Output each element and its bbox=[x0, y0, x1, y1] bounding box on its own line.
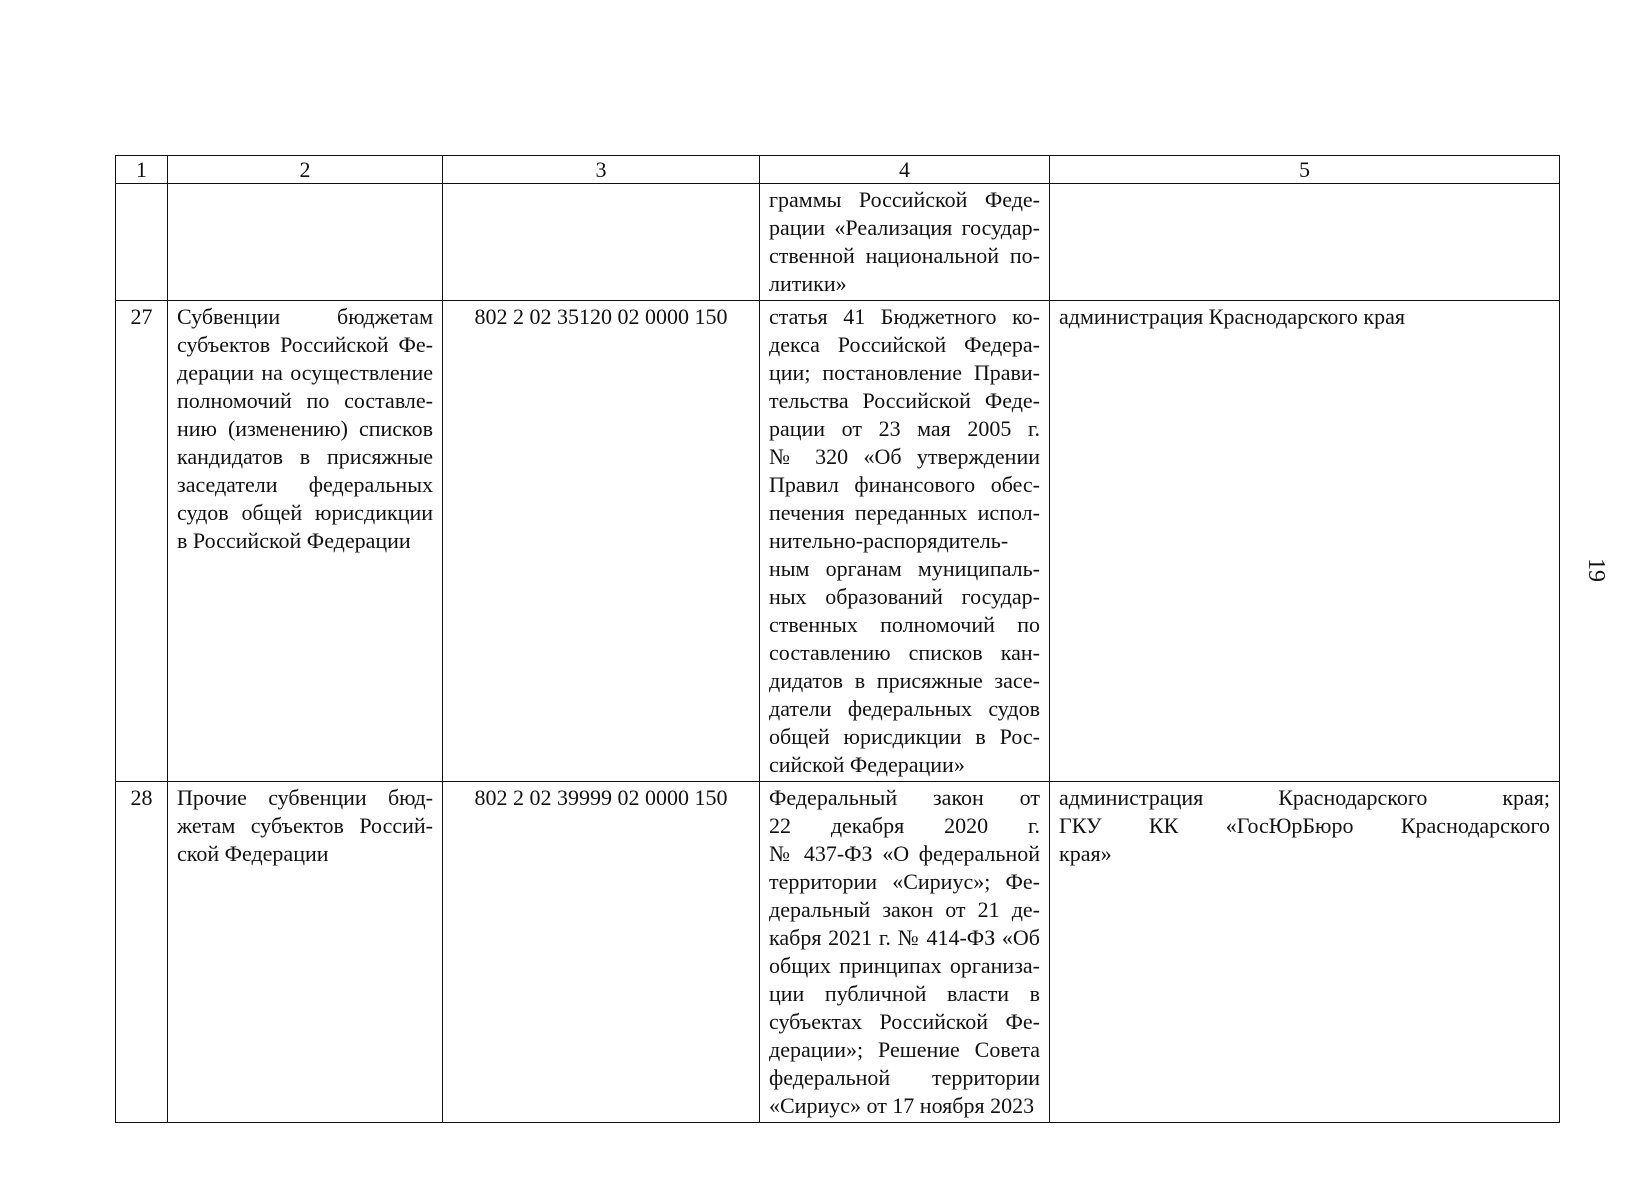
text-line: федеральной территории bbox=[769, 1065, 1040, 1090]
text-line: администрация Краснодарского края; bbox=[1059, 785, 1550, 810]
legal-basis-text bbox=[769, 784, 1040, 1120]
text-line: ской Федерации bbox=[177, 841, 329, 866]
text-line: судов общей юрисдикции bbox=[177, 500, 433, 525]
table-row bbox=[116, 782, 1560, 1123]
text-line: субъектов Российской Фе- bbox=[177, 332, 433, 357]
revenue-name-cell bbox=[168, 782, 443, 1123]
text-line: дерации»; Решение Совета bbox=[769, 1037, 1040, 1062]
budget-code-cell: 802 2 02 35120 02 0000 150 bbox=[443, 301, 760, 782]
row-number-cell bbox=[116, 184, 168, 301]
text-line: печения переданных испол- bbox=[769, 500, 1040, 525]
header-cell-1: 1 bbox=[116, 156, 168, 184]
text-line: статья 41 Бюджетного ко- bbox=[769, 304, 1040, 329]
legal-basis-cell bbox=[760, 184, 1050, 301]
header-cell-4: 4 bbox=[760, 156, 1050, 184]
text-line: деральный закон от 21 де- bbox=[769, 897, 1040, 922]
text-line: Прочие субвенции бюд- bbox=[177, 785, 433, 810]
text-line: ции публичной власти в bbox=[769, 981, 1040, 1006]
text-line: края» bbox=[1059, 841, 1112, 866]
text-line: нительно-распорядитель- bbox=[769, 528, 1009, 553]
header-cell-5: 5 bbox=[1050, 156, 1560, 184]
text-line: № 437-ФЗ «О федеральной bbox=[769, 841, 1040, 866]
text-line: дерации на осуществление bbox=[177, 360, 433, 385]
text-line: «Сириус» от 17 ноября 2023 bbox=[769, 1093, 1035, 1118]
legal-basis-text bbox=[769, 186, 1040, 298]
text-line: сийской Федерации» bbox=[769, 752, 965, 777]
administrator-cell bbox=[1050, 184, 1560, 301]
text-line: Правил финансового обес- bbox=[769, 472, 1040, 497]
table-row bbox=[116, 184, 1560, 301]
text-line: нию (изменению) списков bbox=[177, 416, 433, 441]
text-line: составлению списков кан- bbox=[769, 640, 1040, 665]
administrator-cell bbox=[1050, 301, 1560, 782]
revenue-name-cell bbox=[168, 184, 443, 301]
text-line: рации от 23 мая 2005 г. bbox=[769, 416, 1040, 441]
table-header-row bbox=[116, 156, 1560, 184]
legal-basis-text bbox=[769, 303, 1040, 779]
row-number-cell: 27 bbox=[116, 301, 168, 782]
text-line: субъектах Российской Фе- bbox=[769, 1009, 1040, 1034]
text-line: ции; постановление Прави- bbox=[769, 360, 1040, 385]
administrator-cell bbox=[1050, 782, 1560, 1123]
text-line: в Российской Федерации bbox=[177, 528, 411, 553]
page-number: 19 bbox=[1583, 558, 1609, 582]
text-line: Субвенции бюджетам bbox=[177, 304, 433, 329]
header-cell-3: 3 bbox=[443, 156, 760, 184]
text-line: рации «Реализация государ- bbox=[769, 215, 1040, 240]
text-line: декса Российской Федера- bbox=[769, 332, 1040, 357]
table-row bbox=[116, 301, 1560, 782]
budget-table bbox=[115, 155, 1560, 1123]
text-line: литики» bbox=[769, 271, 847, 296]
row-number-cell: 28 bbox=[116, 782, 168, 1123]
administrator-text bbox=[1059, 303, 1550, 331]
budget-code-cell: 802 2 02 39999 02 0000 150 bbox=[443, 782, 760, 1123]
text-line: территории «Сириус»; Фе- bbox=[769, 869, 1040, 894]
text-line: жетам субъектов Россий- bbox=[177, 813, 433, 838]
text-line: дидатов в присяжные засе- bbox=[769, 668, 1040, 693]
text-line: тельства Российской Феде- bbox=[769, 388, 1040, 413]
text-line: общей юрисдикции в Рос- bbox=[769, 724, 1040, 749]
text-line: ным органам муниципаль- bbox=[769, 556, 1040, 581]
text-line: ственных полномочий по bbox=[769, 612, 1040, 637]
text-line: полномочий по составле- bbox=[177, 388, 433, 413]
text-line: ных образований государ- bbox=[769, 584, 1040, 609]
revenue-name-text bbox=[177, 303, 433, 555]
legal-basis-cell bbox=[760, 782, 1050, 1123]
budget-code-cell bbox=[443, 184, 760, 301]
text-line: кандидатов в присяжные bbox=[177, 444, 433, 469]
revenue-name-text bbox=[177, 784, 433, 868]
text-line: Федеральный закон от bbox=[769, 785, 1040, 810]
revenue-name-cell bbox=[168, 301, 443, 782]
text-line: датели федеральных судов bbox=[769, 696, 1040, 721]
legal-basis-cell bbox=[760, 301, 1050, 782]
text-line: администрация Краснодарского края bbox=[1059, 304, 1405, 329]
text-line: общих принципах организа- bbox=[769, 953, 1040, 978]
text-line: кабря 2021 г. № 414-ФЗ «Об bbox=[769, 925, 1040, 950]
text-line: граммы Российской Феде- bbox=[769, 187, 1040, 212]
table-body bbox=[116, 184, 1560, 1123]
header-cell-2: 2 bbox=[168, 156, 443, 184]
text-line: № 320 «Об утверждении bbox=[769, 444, 1040, 469]
text-line: ГКУ КК «ГосЮрБюро Краснодарского bbox=[1059, 813, 1550, 838]
text-line: 22 декабря 2020 г. bbox=[769, 813, 1040, 838]
text-line: ственной национальной по- bbox=[769, 243, 1040, 268]
administrator-text bbox=[1059, 784, 1550, 868]
text-line: заседатели федеральных bbox=[177, 472, 433, 497]
